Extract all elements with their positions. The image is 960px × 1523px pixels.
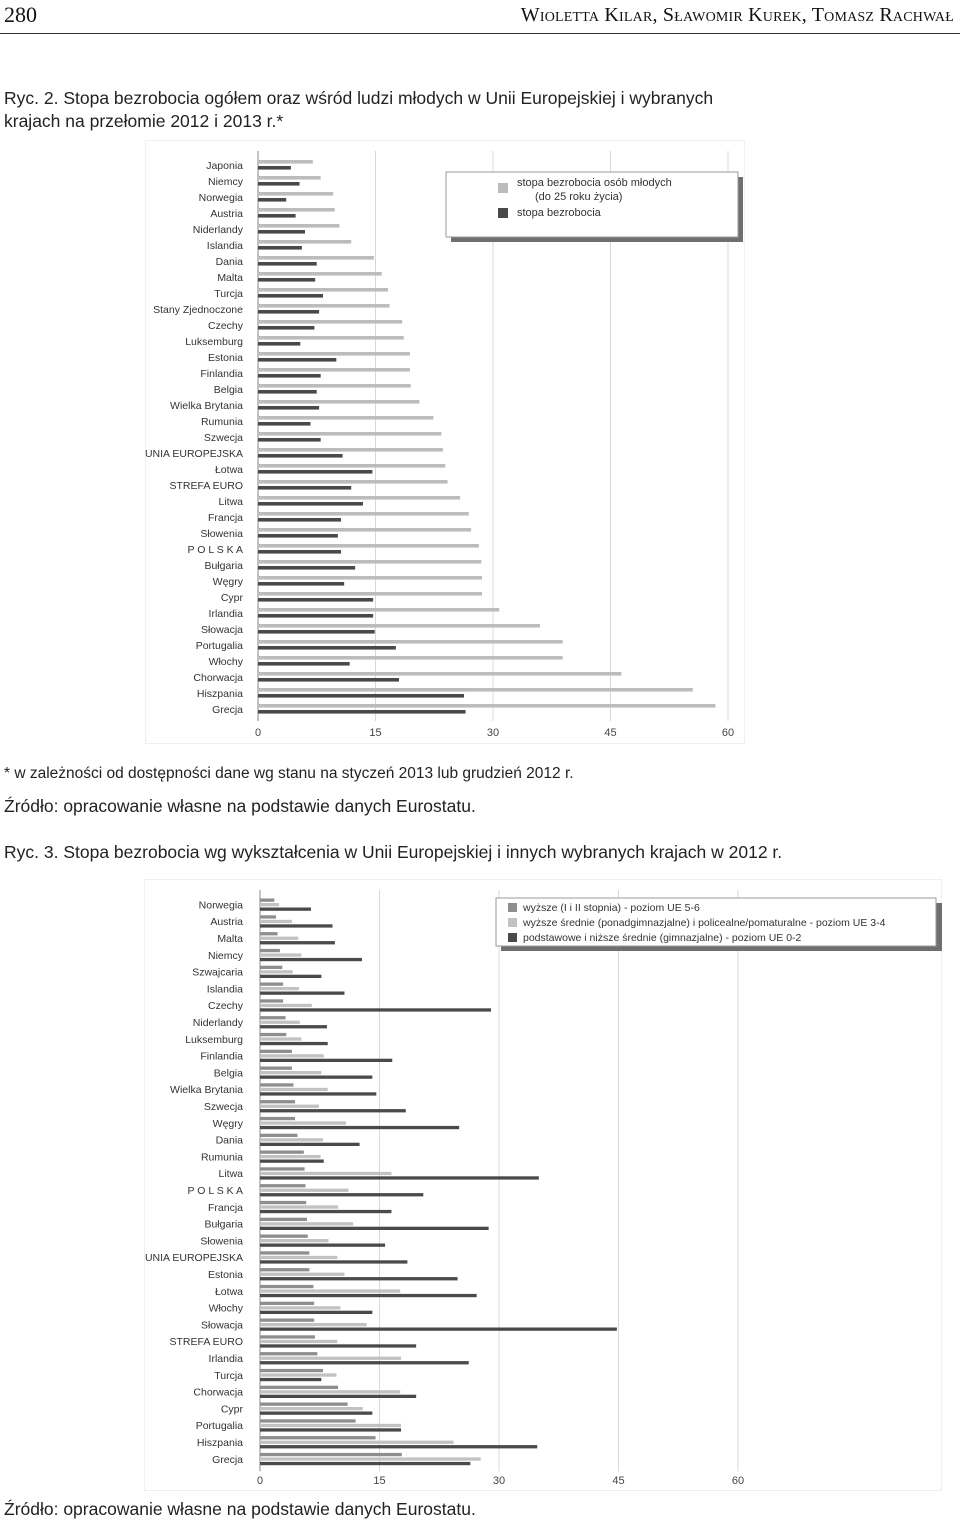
page-header: [0, 0, 960, 34]
bar-young: [258, 208, 335, 212]
bar-total: [258, 582, 344, 586]
category-label: P O L S K A: [187, 1185, 243, 1197]
category-label: Stany Zjednoczone: [153, 304, 243, 316]
bar-higher: [260, 1235, 308, 1238]
bar-total: [258, 310, 319, 314]
bar-secondary: [260, 1054, 324, 1057]
category-label: Dania: [215, 256, 243, 268]
bar-higher: [260, 1369, 323, 1372]
figure2-legend: [446, 172, 743, 242]
category-label: Czechy: [207, 1000, 243, 1013]
bar-basic: [260, 1160, 324, 1163]
category-label: Malta: [217, 272, 243, 284]
legend-label-total: stopa bezrobocia: [517, 207, 601, 219]
figure3-source: Źródło: opracowanie własne na podstawie danych Eurostatu.: [4, 1499, 476, 1519]
bar-secondary: [260, 1373, 336, 1376]
category-label: STREFA EURO: [169, 1336, 243, 1349]
bar-total: [258, 214, 296, 218]
legend-label-secondary: wyższe średnie (ponadgimnazjalne) i policealne/pomaturalne - poziom UE 3-4: [523, 917, 886, 929]
category-label: Szwecja: [203, 1101, 243, 1113]
bar-secondary: [260, 1105, 319, 1108]
bar-total: [258, 278, 315, 282]
category-label: Łotwa: [214, 1285, 243, 1298]
category-label: Włochy: [208, 1302, 243, 1315]
legend-swatch-secondary: [508, 918, 517, 927]
bar-total: [258, 390, 317, 394]
legend-swatch-higher: [508, 903, 517, 912]
bar-higher: [260, 1100, 295, 1103]
category-label: Słowenia: [200, 528, 243, 540]
category-label: Portugalia: [195, 640, 243, 652]
bar-higher: [260, 1453, 402, 1456]
bar-basic: [260, 1412, 372, 1415]
category-label: Francja: [207, 512, 243, 524]
bar-young: [258, 256, 374, 260]
bar-young: [258, 192, 333, 196]
bar-basic: [260, 1361, 469, 1364]
bar-young: [258, 400, 419, 404]
bar-higher: [260, 1218, 307, 1221]
bar-total: [258, 326, 314, 330]
legend-label-higher: wyższe (I i II stopnia) - poziom UE 5-6: [523, 902, 700, 914]
category-label: Turcja: [214, 288, 243, 300]
bar-higher: [260, 1352, 317, 1355]
bar-higher: [260, 1436, 376, 1439]
x-tick-label: 45: [604, 727, 617, 739]
figure2-caption-line1: Ryc. 2. Stopa bezrobocia ogółem oraz wśród ludzi młodych w Unii Europejskiej i wybranych: [4, 88, 714, 108]
category-label: Niemcy: [207, 949, 243, 962]
bar-basic: [260, 908, 311, 911]
bar-secondary: [260, 1457, 481, 1460]
bar-total: [258, 646, 396, 650]
bar-basic: [260, 1277, 458, 1280]
bar-total: [258, 166, 291, 170]
bar-higher: [260, 915, 276, 918]
bar-young: [258, 496, 460, 500]
category-label: Słowacja: [200, 1319, 243, 1332]
category-label: Norwegia: [198, 192, 243, 204]
bar-young: [258, 528, 471, 532]
running-head-authors: Wioletta Kilar, Sławomir Kurek, Tomasz Rachwał: [520, 4, 954, 26]
category-label: Bułgaria: [204, 560, 243, 572]
page-number: 280: [4, 2, 37, 27]
category-label: Wielka Brytania: [170, 400, 243, 412]
category-label: Japonia: [206, 160, 243, 172]
category-label: Słowenia: [200, 1235, 243, 1248]
bar-higher: [260, 899, 274, 902]
category-label: Niemcy: [207, 176, 243, 188]
bar-total: [258, 598, 373, 602]
category-label: Czechy: [207, 320, 243, 332]
category-label: Belgia: [213, 384, 243, 396]
legend-swatch-basic: [508, 933, 517, 942]
bar-basic: [260, 1210, 391, 1213]
category-label: UNIA EUROPEJSKA: [144, 1252, 243, 1265]
bar-total: [258, 678, 399, 682]
bar-secondary: [260, 1004, 312, 1007]
bar-basic: [260, 941, 335, 944]
bar-secondary: [260, 970, 293, 973]
bar-secondary: [260, 1239, 329, 1242]
category-label: Hiszpania: [196, 1437, 243, 1449]
bar-secondary: [260, 1037, 301, 1040]
bar-secondary: [260, 1256, 337, 1259]
figure2-footnote: * w zależności od dostępności dane wg stanu na styczeń 2013 lub grudzień 2012 r.: [4, 765, 574, 782]
category-label: Litwa: [218, 1168, 243, 1181]
legend-label-basic: podstawowe i niższe średnie (gimnazjalne) - poziom UE 0-2: [523, 932, 802, 944]
bar-young: [258, 272, 382, 276]
bar-basic: [260, 958, 362, 961]
category-label: Irlandia: [208, 1353, 243, 1365]
bar-higher: [260, 999, 283, 1002]
category-label: Hiszpania: [196, 688, 243, 700]
category-label: Estonia: [207, 352, 243, 364]
bar-higher: [260, 1151, 304, 1154]
bar-basic: [260, 1042, 328, 1045]
bar-secondary: [260, 1441, 454, 1444]
bar-higher: [260, 1016, 285, 1019]
category-label: Szwajcaria: [192, 966, 243, 979]
bar-secondary: [260, 1289, 400, 1292]
bar-total: [258, 438, 321, 442]
category-label: Francja: [207, 1201, 243, 1214]
bar-total: [258, 518, 341, 522]
bar-secondary: [260, 903, 279, 906]
bar-basic: [260, 1344, 416, 1347]
bar-higher: [260, 1386, 338, 1389]
bar-secondary: [260, 1172, 391, 1175]
category-label: Portugalia: [195, 1420, 243, 1433]
bar-basic: [260, 1378, 321, 1381]
category-label: Litwa: [218, 496, 243, 508]
category-label: Grecja: [212, 704, 243, 716]
bar-secondary: [260, 1323, 367, 1326]
figure3-chart: [144, 879, 942, 1491]
bar-higher: [260, 1033, 286, 1036]
bar-higher: [260, 1319, 314, 1322]
category-label: STREFA EURO: [169, 480, 243, 492]
bar-secondary: [260, 953, 301, 956]
bar-young: [258, 624, 540, 628]
bar-basic: [260, 1260, 407, 1263]
category-label: Wielka Brytania: [170, 1084, 243, 1097]
bar-basic: [260, 1227, 489, 1230]
bar-young: [258, 416, 433, 420]
bar-young: [258, 464, 445, 468]
bar-total: [258, 486, 351, 490]
bar-total: [258, 630, 375, 634]
bar-basic: [260, 975, 321, 978]
bar-young: [258, 512, 469, 516]
bar-young: [258, 288, 388, 292]
bar-basic: [260, 1193, 423, 1196]
bar-higher: [260, 1285, 313, 1288]
bar-basic: [260, 924, 332, 927]
bar-young: [258, 320, 402, 324]
bar-basic: [260, 1059, 392, 1062]
bar-young: [258, 432, 441, 436]
bar-young: [258, 336, 404, 340]
bar-basic: [260, 1143, 360, 1146]
figure2-caption-line2: krajach na przełomie 2012 i 2013 r.*: [4, 111, 284, 131]
bar-higher: [260, 983, 283, 986]
category-label: Estonia: [207, 1269, 243, 1281]
category-label: Rumunia: [200, 416, 243, 428]
bar-higher: [260, 1184, 305, 1187]
bar-higher: [260, 1268, 309, 1271]
bar-total: [258, 230, 305, 234]
category-label: Bułgaria: [204, 1218, 243, 1231]
bar-higher: [260, 1067, 292, 1070]
category-label: Grecja: [212, 1453, 243, 1466]
category-label: Austria: [210, 208, 243, 220]
bar-higher: [260, 1050, 292, 1053]
bar-young: [258, 544, 479, 548]
x-tick-label: 0: [256, 1475, 264, 1487]
x-tick-label: 0: [254, 727, 262, 739]
bar-basic: [260, 1176, 539, 1179]
bar-basic: [260, 1395, 416, 1398]
bar-total: [258, 358, 336, 362]
bar-young: [258, 384, 411, 388]
legend-label-young-line1: stopa bezrobocia osób młodych: [517, 177, 672, 189]
bar-young: [258, 480, 448, 484]
x-tick-label: 60: [721, 727, 735, 739]
category-label: Niderlandy: [192, 1017, 243, 1029]
bar-higher: [260, 1201, 306, 1204]
bar-secondary: [260, 1390, 400, 1393]
category-label: Niderlandy: [192, 224, 243, 236]
bar-young: [258, 656, 563, 660]
category-label: UNIA EUROPEJSKA: [145, 448, 243, 460]
bar-basic: [260, 1126, 459, 1129]
bar-young: [258, 608, 499, 612]
bar-total: [258, 502, 363, 506]
bar-secondary: [260, 1155, 321, 1158]
bar-secondary: [260, 1306, 340, 1309]
bar-secondary: [260, 920, 292, 923]
category-label: P O L S K A: [187, 544, 243, 556]
category-label: Luksemburg: [185, 1033, 243, 1046]
bar-basic: [260, 1025, 327, 1028]
bar-young: [258, 304, 390, 308]
header-rule: [0, 33, 960, 34]
x-tick-label: 30: [492, 1475, 506, 1487]
bar-secondary: [260, 1189, 348, 1192]
bar-basic: [260, 1092, 376, 1095]
bar-secondary: [260, 1021, 300, 1024]
bar-secondary: [260, 1357, 401, 1360]
bar-secondary: [260, 1138, 323, 1141]
bar-higher: [260, 1167, 305, 1170]
bar-young: [258, 560, 481, 564]
bar-basic: [260, 1294, 477, 1297]
bar-young: [258, 704, 715, 708]
category-label: Austria: [210, 916, 243, 929]
bar-young: [258, 176, 321, 180]
bar-higher: [260, 1419, 356, 1422]
x-tick-label: 15: [373, 1475, 386, 1487]
bar-young: [258, 240, 351, 244]
bar-total: [258, 534, 338, 538]
figure3-caption: Ryc. 3. Stopa bezrobocia wg wykształcenia w Unii Europejskiej i innych wybranych krajach w 2012 r.: [4, 842, 783, 862]
bar-total: [258, 406, 319, 410]
category-label: Islandia: [206, 983, 243, 996]
x-tick-label: 60: [731, 1475, 745, 1487]
category-label: Rumunia: [200, 1151, 243, 1164]
bar-total: [258, 246, 302, 250]
bar-higher: [260, 1251, 309, 1254]
bar-total: [258, 374, 321, 378]
bar-higher: [260, 1335, 315, 1338]
bar-total: [258, 470, 372, 474]
bar-total: [258, 198, 286, 202]
bar-secondary: [260, 987, 299, 990]
figure2-source: Źródło: opracowanie własne na podstawie danych Eurostatu.: [4, 796, 476, 816]
bar-secondary: [260, 1121, 346, 1124]
bar-total: [258, 454, 343, 458]
category-label: Chorwacja: [193, 672, 243, 684]
bar-young: [258, 368, 410, 372]
bar-total: [258, 182, 300, 186]
x-tick-label: 15: [369, 727, 382, 739]
bar-secondary: [260, 1205, 338, 1208]
category-label: Belgia: [213, 1067, 243, 1080]
bar-secondary: [260, 1071, 321, 1074]
category-label: Węgry: [212, 576, 243, 588]
bar-total: [258, 550, 341, 554]
bar-basic: [260, 1076, 372, 1079]
bar-secondary: [260, 937, 298, 940]
bar-total: [258, 342, 300, 346]
bar-secondary: [260, 1407, 363, 1410]
bar-young: [258, 592, 482, 596]
category-label: Łotwa: [214, 464, 243, 476]
category-label: Szwecja: [203, 432, 243, 444]
category-label: Włochy: [208, 656, 243, 668]
figure2-caption: [4, 87, 944, 133]
legend-swatch-young: [498, 183, 508, 193]
category-label: Malta: [217, 933, 243, 945]
bar-higher: [260, 932, 278, 935]
category-label: Islandia: [206, 240, 243, 252]
bar-higher: [260, 1302, 314, 1305]
category-label: Finlandia: [200, 368, 243, 380]
category-label: Turcja: [214, 1369, 243, 1382]
bar-basic: [260, 1428, 401, 1431]
bar-secondary: [260, 1424, 401, 1427]
bar-young: [258, 640, 563, 644]
category-label: Chorwacja: [193, 1386, 243, 1399]
bar-basic: [260, 1244, 385, 1247]
category-label: Węgry: [212, 1117, 243, 1130]
bar-higher: [260, 1134, 297, 1137]
bar-total: [258, 710, 466, 714]
bar-total: [258, 694, 464, 698]
bar-higher: [260, 1083, 293, 1086]
category-label: Finlandia: [200, 1050, 243, 1063]
figure2-chart: [145, 140, 745, 744]
bar-higher: [260, 1117, 295, 1120]
category-label: Cypr: [220, 592, 243, 604]
bar-higher: [260, 1403, 348, 1406]
bar-young: [258, 576, 482, 580]
x-tick-label: 30: [486, 727, 500, 739]
bar-secondary: [260, 1088, 328, 1091]
category-label: Słowacja: [200, 624, 243, 636]
category-label: Luksemburg: [185, 336, 243, 348]
bar-secondary: [260, 1273, 344, 1276]
bar-young: [258, 688, 693, 692]
bar-total: [258, 262, 317, 266]
bar-higher: [260, 949, 280, 952]
figure3-legend: [496, 898, 942, 951]
bar-basic: [260, 1328, 617, 1331]
legend-label-young-line2: (do 25 roku życia): [535, 191, 623, 203]
bar-basic: [260, 1445, 537, 1448]
bar-basic: [260, 1008, 491, 1011]
bar-total: [258, 662, 350, 666]
bar-basic: [260, 992, 344, 995]
bar-basic: [260, 1109, 406, 1112]
category-label: Norwegia: [198, 899, 243, 912]
bar-young: [258, 160, 313, 164]
bar-young: [258, 672, 621, 676]
category-label: Dania: [215, 1134, 243, 1147]
bar-young: [258, 224, 339, 228]
bar-higher: [260, 966, 282, 969]
bar-young: [258, 352, 410, 356]
bar-young: [258, 448, 443, 452]
bar-basic: [260, 1462, 470, 1465]
bar-secondary: [260, 1222, 353, 1225]
category-label: Irlandia: [208, 608, 243, 620]
bar-total: [258, 422, 310, 426]
bar-total: [258, 294, 323, 298]
legend-swatch-total: [498, 208, 508, 218]
bar-basic: [260, 1311, 372, 1314]
category-label: Cypr: [220, 1403, 243, 1416]
x-tick-label: 45: [612, 1475, 625, 1487]
bar-secondary: [260, 1340, 337, 1343]
bar-total: [258, 614, 373, 618]
bar-total: [258, 566, 355, 570]
